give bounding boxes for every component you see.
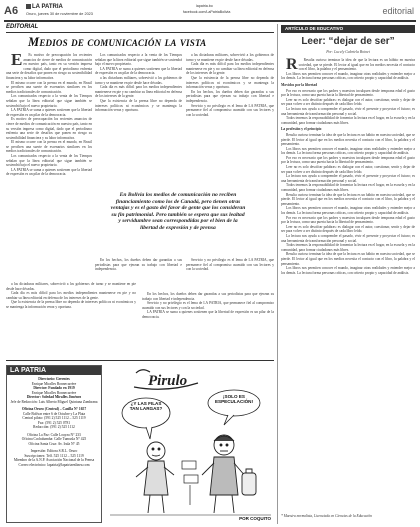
editorial-paragraph: Los comunicados respecto a la venta de los Tiempos señalan que la línea editorial que sigue también se sostendrá bajo el nuevo propietario. xyxy=(6,94,92,108)
masthead-line: Directorio: Gerentes xyxy=(38,377,70,381)
editorial-paragraph: En los hechos, los dueños deben dar garantías a sus periodistas para que ejerzan su trabajo con libertad e independencia. xyxy=(186,89,274,103)
article-paragraph: Los libros nos permiten conocer el mundo, imaginar otras realidades y entender mejor a los demás. La lectura forma personas críticas, con criterio propio y capacidad de análisis. xyxy=(281,146,415,156)
article-body xyxy=(281,58,415,520)
editorial-paragraph: Que la existencia de la prensa libre no dependa de intereses políticos ni económicos y se mantenga la información veraz y oportuna. xyxy=(95,98,182,113)
editorial-paragraph: En los hechos, los dueños deben dar garantías a sus periodistas para que ejerzan su trabajo con libertad e independencia. xyxy=(95,258,182,272)
editorial-column-7 xyxy=(142,292,274,356)
masthead-line: Oficina Oruro (Central) – Casilla N° 1657 xyxy=(21,407,87,411)
masthead-line: Miembro de la A.N.P. Asociación Nacional de la Prensa xyxy=(13,458,95,462)
editorial-column-2 xyxy=(95,53,182,190)
editorial-paragraph: En los hechos, los dueños deben dar garantías a sus periodistas para que ejerzan su trabajo con libertad e independencia. xyxy=(142,292,274,301)
cartoon-brand: Pirulo xyxy=(148,373,188,389)
masthead-line: Redacción: (591 2) 525 1112 xyxy=(33,425,75,429)
editorial-paragraph: a las dictaduras militares, sobrevivió a los gobiernos de turno y se mantiene en pie desde hace décadas. xyxy=(6,282,136,291)
article-paragraph: Resulta curioso terminar la idea de que la lectura es un hábito en nuestra sociedad, que se pierde. El lector al igual que en los medios necesita el contacto con el libro, la palabra y el pensamiento. xyxy=(281,132,415,147)
masthead-line: Jefe de Redacción: Luis Alberto Miguel Quintana Zambrana xyxy=(10,399,98,404)
article-paragraph: Todos tenemos la responsabilidad de fomentar la lectura en el hogar, en la escuela y en la comunidad, para formar ciudadanos más libres. xyxy=(281,116,415,125)
masthead-box xyxy=(6,365,102,523)
article-paragraph: Los libros nos permiten conocer el mundo, imaginar otras realidades y entender mejor a los demás. La lectura forma personas críticas, con criterio propio y capacidad de análisis. xyxy=(281,266,415,275)
masthead-line: Director: Soledad Miralles Jiménez xyxy=(26,395,82,399)
editorial-column-3 xyxy=(186,53,274,190)
contact-1: lapatria.bo xyxy=(196,4,213,8)
article-paragraph: Los libros nos permiten conocer el mundo, imaginar otras realidades y entender mejor a los demás. La lectura forma personas críticas, con criterio propio y capacidad de análisis. xyxy=(281,71,415,81)
masthead-line: Enrique Miralles Bonnecarrère xyxy=(31,381,77,386)
drop-cap: R xyxy=(286,58,298,73)
editorial-paragraph: LA PATRIA se suma a quienes sostienen que la libertad de expresión es un pilar de la democracia. xyxy=(6,108,92,117)
masthead-line: Fax: (591 2) 525 0781 xyxy=(37,420,71,425)
editorial-paragraph: Es motivo de preocupación los recientes anuncios de cierre de medios de comunicación en nuestro país, tanto en su versión impresa como digital, dado que el periodismo enfrenta una serie de desafíos que ponen en riesgo su sostenibilidad financiera y su labor informativa. xyxy=(6,117,92,140)
header-rule xyxy=(4,20,416,22)
logo-flag-icon xyxy=(26,4,31,9)
editorial-paragraph: Servicio y no privilegio es el lema de LA PATRIA, que permanece fiel al compromiso asumido con sus lectores y con la sociedad. xyxy=(186,103,274,117)
article-subhead: Movidos por la libertad xyxy=(281,82,318,87)
article-paragraph: Por eso es necesario que los padres y maestros inculquen desde temprana edad el gusto por la lectura, como una puerta hacia la libertad de pensamiento. xyxy=(281,155,415,165)
masthead-line: Correo electrónico: lapatria@lapatriaenlinea.com xyxy=(18,462,90,467)
editorial-paragraph: Los comunicados respecto a la venta de los Tiempos señalan que la línea editorial que sigue también se sostendrá bajo el nuevo propietario. xyxy=(95,53,182,67)
article-paragraph: La lectura nos ayuda a comprender el pasado, vivir el presente y proyectar el futuro; es una herramienta de transformación personal y social. xyxy=(281,106,415,116)
editorial-kicker: EDITORIAL xyxy=(6,24,39,30)
article-signature: * Maestra normalista, Licenciada en Ciencias de la Educación xyxy=(281,514,372,518)
article-paragraph: Resulta curioso terminar la idea de que la lectura es un hábito en nuestra sociedad, que se pierde. El lector al igual que en los medios necesita el contacto con el libro, la palabra y el pensamiento. xyxy=(281,192,415,206)
article-paragraph: Por eso es necesario que los padres y maestros inculquen desde temprana edad el gusto por la lectura, como una puerta hacia la libertad de pensamiento. xyxy=(281,88,415,98)
masthead-line: Oficina Cochabamba: Calle Tumusla N° 425 xyxy=(21,437,87,441)
editorial-paragraph: El mismo ocurre con la prensa en el mundo, en Brasil se perciben una suerte de escenarios similares en los medios tradicionales de comunicación. xyxy=(6,80,92,94)
masthead-line: Calle Bolívar entre 6 de Octubre y La Plata xyxy=(22,411,86,416)
editorial-paragraph: LA PATRIA se suma a quienes sostienen que la libertad de expresión es un pilar de la democracia. xyxy=(142,310,274,319)
logo: LA PATRIA xyxy=(26,4,63,10)
editorial-paragraph: Servicio y no privilegio es el lema de LA PATRIA, que permanece fiel al compromiso asumido con sus lectores y con la sociedad. xyxy=(142,301,274,310)
editorial-rule xyxy=(6,32,274,33)
editorial-bottom-rule xyxy=(6,360,274,361)
cartoon xyxy=(106,365,275,523)
editorial-paragraph: Cada día es más difícil para los medios independientes mantenerse en pie y no cambiar su línea editorial en defensa de los intereses de la gente. xyxy=(6,291,136,300)
editorial-paragraph: LA PATRIA se suma a quienes sostienen que la libertad de expresión es un pilar de la democracia. xyxy=(95,66,182,76)
article-byline: Por: Lucely Gabriela Boinet xyxy=(326,50,370,54)
editorial-column-6 xyxy=(6,282,136,356)
article-paragraph: Leer no es solo descifrar palabras: es dialogar con el autor, cuestionar, sentir y dejar de ser para volver a ser distinto después de cada libro leído. xyxy=(281,165,415,174)
article-paragraph: La lectura nos ayuda a comprender el pasado, vivir el presente y proyectar el futuro; es una herramienta de transformación personal y social. xyxy=(281,233,415,243)
column-divider xyxy=(277,24,278,524)
editorial-paragraph: Que la existencia de la prensa libre no dependa de intereses políticos ni económicos y se mantenga la información veraz y oportuna. xyxy=(6,300,136,309)
editorial-paragraph: El mismo ocurre con la prensa en el mundo, en Brasil se perciben una suerte de escenarios similares en los medios tradicionales de comunicación. xyxy=(6,140,92,154)
cartoon-drawing xyxy=(106,365,275,523)
article-paragraph: Todos tenemos la responsabilidad de fomentar la lectura en el hogar, en la escuela y en la comunidad, para formar ciudadanos más libres. xyxy=(281,183,415,193)
editorial-paragraph: Que la existencia de la prensa libre no dependa de intereses políticos ni económicos y se mantenga la información veraz y oportuna. xyxy=(186,75,274,90)
masthead-line: Director: Fundado en 1919 xyxy=(33,386,75,390)
page-number: A6 xyxy=(4,5,19,17)
speech-left-text: ¿Y LAS FILAS TAN LARGAS? xyxy=(129,401,163,412)
masthead-line: Oficina Santa Cruz: Av. Irala N° 45 xyxy=(28,441,80,446)
character-left xyxy=(136,442,174,513)
speech-right-text: ¡SOLO ES ESPECULACIÓN! xyxy=(214,394,254,405)
article-paragraph: Por eso es necesario que los padres y maestros inculquen desde temprana edad el gusto por la lectura, como una puerta hacia la libertad de pensamiento. xyxy=(281,215,415,225)
drop-cap-paragraph: R Resulta curioso terminar la idea de que la lectura es un hábito en nuestra sociedad, que se pierde. El lector al igual que en los medios necesita el contacto con el libro, la palabra y el pensamiento. xyxy=(281,58,415,72)
masthead-title: LA PATRIA xyxy=(7,366,101,375)
editorial-paragraph: Cada día es más difícil para los medios independientes mantenerse en pie y no cambiar su línea editorial en defensa de los intereses de la gente. xyxy=(186,62,274,76)
editorial-paragraph: a las dictaduras militares, sobrevivió a los gobiernos de turno y se mantiene en pie desde hace décadas. xyxy=(95,75,182,85)
editorial-title: Medios de comunicación la vista xyxy=(28,35,207,49)
editorial-paragraph: LA PATRIA se suma a quienes sostienen que la libertad de expresión es un pilar de la democracia. xyxy=(6,167,92,177)
masthead-lines xyxy=(7,375,101,469)
article-paragraph: Leer no es solo descifrar palabras: es dialogar con el autor, cuestionar, sentir y dejar de ser para volver a ser distinto después de cada libro leído. xyxy=(281,97,415,107)
article-kicker: ARTÍCULO DE EDUCATIVO xyxy=(281,25,415,33)
masthead-line: Impresión: Editora S.R.L. Oruro xyxy=(30,449,78,453)
contact-2: facebook.com/LaPatriaBolivia xyxy=(183,10,231,14)
drop-cap-paragraph: E Es motivo de preocupación los recientes anuncios de cierre de medios de comunicación en nuestro país, tanto en su versión impresa como digital, dado que el periodismo enfrenta una serie de desafíos que ponen en riesgo su sostenibilidad financiera y su labor informativa. xyxy=(6,53,92,80)
masthead-line: Central piloto: (591 2) 525 1112 – 525 1119 xyxy=(22,416,86,420)
pullquote: En Bolivia los medios de comunicación no reciben financiamiento como los de Canadá, pero tienen otras ventajas y es el gasto del favor de gente que los consideran su fin patrimonial. Pero también se espera que sus lealtad y servidumbre sean correspondidas por el bien de la libertad de expresión y de prensa xyxy=(110,192,246,231)
article-paragraph: Leer no es solo descifrar palabras: es dialogar con el autor, cuestionar, sentir y dejar de ser para volver a ser distinto después de cada libro leído. xyxy=(281,224,415,234)
character-right xyxy=(202,435,256,513)
article-paragraph: Resulta curioso terminar la idea de que la lectura es un hábito en nuestra sociedad, que se pierde. El lector al igual que en los medios necesita el contacto con el libro, la palabra y el pensamiento. xyxy=(281,252,415,266)
masthead-line: Suscripciones: Telf. 525 1112 – 525 1119 xyxy=(24,453,84,458)
date: Oruro, jueves 30 de noviembre de 2023 xyxy=(26,12,93,16)
editorial-column-1 xyxy=(6,53,92,280)
article-title: Leer: “dejar de ser” xyxy=(301,36,395,47)
masthead-line: Oficina La Paz: Calle Loayza N° 233 xyxy=(27,432,81,437)
drop-cap: E xyxy=(11,53,23,69)
editorial-paragraph: Los comunicados respecto a la venta de los Tiempos señalan que la línea editorial que sigue también se sostendrá bajo el nuevo propietario. xyxy=(6,154,92,168)
editorial-paragraph: Cada día es más difícil para los medios independientes mantenerse en pie y no cambiar su línea editorial en defensa de los intereses de la gente. xyxy=(95,85,182,99)
cartoon-caption: POR COQUITO xyxy=(239,516,271,521)
article-paragraph: Todos tenemos la responsabilidad de fomentar la lectura en el hogar, en la escuela y en la comunidad, para formar ciudadanos más libres. xyxy=(281,243,415,252)
editorial-column-5 xyxy=(186,258,274,288)
masthead-line: Enrique Miralles Bonnecarrère xyxy=(31,390,77,395)
editorial-paragraph: a las dictaduras militares, sobrevivió a los gobiernos de turno y se mantiene en pie desde hace décadas. xyxy=(186,53,274,62)
article-paragraph: La lectura nos ayuda a comprender el pasado, vivir el presente y proyectar el futuro; es una herramienta de transformación personal y social. xyxy=(281,174,415,183)
section-name: editorial xyxy=(382,6,414,16)
editorial-paragraph: Servicio y no privilegio es el lema de LA PATRIA, que permanece fiel al compromiso asumido con sus lectores y con la sociedad. xyxy=(186,258,274,272)
article-paragraph: Los libros nos permiten conocer el mundo, imaginar otras realidades y entender mejor a los demás. La lectura forma personas críticas, con criterio propio y capacidad de análisis. xyxy=(281,206,415,215)
article-subhead: La profesión y el principio xyxy=(281,127,322,132)
price-tags xyxy=(182,461,198,505)
